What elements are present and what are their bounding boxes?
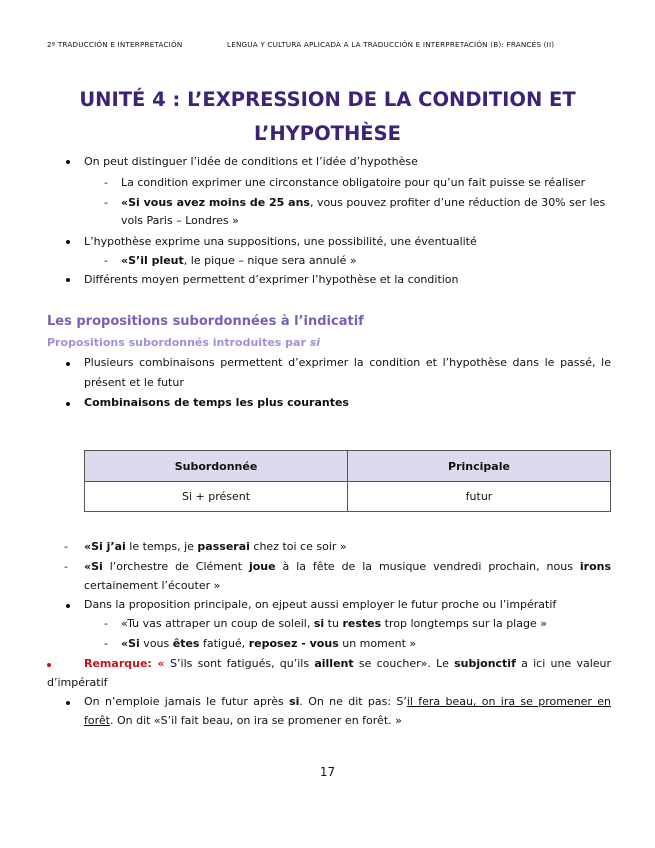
remarque-q1: « bbox=[151, 657, 171, 670]
header-subject: LENGUA Y CULTURA APLICADA A LA TRADUCCIÓN E INTERPRETACIÓN (B): FRANCÉS (II) bbox=[227, 40, 555, 49]
remarque-q3: aillent bbox=[314, 657, 354, 670]
ex2-b: l’orchestre de Clément bbox=[102, 560, 249, 573]
section-bullet-1-line2: présent et le futur bbox=[84, 376, 184, 389]
p2-f: un moment » bbox=[338, 637, 417, 650]
last-f: . On dit «S’il fait beau, on ira se promener en forêt. » bbox=[109, 714, 402, 727]
subheading-text: Propositions subordonnés introduites par bbox=[47, 336, 310, 349]
bullet-icon bbox=[66, 278, 70, 282]
table-row bbox=[85, 482, 611, 512]
running-header bbox=[47, 40, 615, 52]
last-b: si bbox=[289, 695, 300, 708]
p1-e: trop longtemps sur la plage » bbox=[381, 617, 547, 630]
ex2-a: «Si bbox=[84, 560, 103, 573]
ex1-d: chez toi ce soir » bbox=[249, 540, 347, 553]
ex2-c: joue bbox=[248, 560, 276, 573]
p1-c: tu bbox=[324, 617, 343, 630]
example-1 bbox=[84, 540, 347, 553]
p1-d: restes bbox=[342, 617, 382, 630]
intro-bullet-2: L’hypothèse exprime una suppositions, une possibilité, une éventualité bbox=[84, 235, 477, 248]
example-2-cont: certainement l’écouter » bbox=[84, 579, 221, 592]
principal-bullet: Dans la proposition principale, on ejpeut aussi employer le futur proche ou l’impératif bbox=[84, 598, 557, 611]
intro-sub-2-cont: vols Paris – Londres » bbox=[121, 214, 239, 227]
intro-sub-3-bold: «S’il pleut bbox=[121, 254, 184, 267]
tense-table bbox=[84, 450, 611, 512]
page-title-line2: L’HYPOTHÈSE bbox=[254, 122, 401, 145]
remarque-q5: Le bbox=[430, 657, 455, 670]
intro-sub-2-rest: , vous pouvez profiter d’une réduction de 30% ser les bbox=[309, 196, 606, 209]
principal-example-2 bbox=[121, 637, 416, 650]
p1-a: «Tu vas attraper un coup de soleil, bbox=[121, 617, 314, 630]
section-subheading bbox=[47, 336, 320, 349]
last-bullet-line2 bbox=[84, 714, 402, 727]
section-bullet-2: Combinaisons de temps les plus courantes bbox=[84, 396, 349, 409]
p2-a: «Si bbox=[121, 637, 140, 650]
table-cell: futur bbox=[348, 482, 611, 512]
dash-icon: - bbox=[104, 176, 108, 189]
intro-bullet-3: Différents moyen permettent d’exprimer l’hypothèse et la condition bbox=[84, 273, 459, 286]
intro-sub-2 bbox=[121, 196, 605, 209]
red-bullet-icon bbox=[47, 663, 51, 667]
intro-sub-3 bbox=[121, 254, 357, 267]
remarque-q4: se coucher». bbox=[353, 657, 431, 670]
principal-example-1 bbox=[121, 617, 547, 630]
table-cell: Si + présent bbox=[85, 482, 348, 512]
intro-bullet-1: On peut distinguer l’idée de conditions et l’idée d’hypothèse bbox=[84, 155, 418, 168]
bullet-icon bbox=[66, 604, 70, 608]
dash-icon: - bbox=[104, 637, 108, 650]
example-2 bbox=[84, 560, 611, 573]
page-number: 17 bbox=[319, 765, 336, 779]
remarque-q6: subjonctif bbox=[454, 657, 516, 670]
last-a: On n’emploie jamais le futur après bbox=[84, 695, 290, 708]
remarque-q7: a ici une valeur bbox=[515, 657, 612, 670]
p1-b: si bbox=[313, 617, 325, 630]
p2-e: reposez - vous bbox=[248, 637, 339, 650]
dash-icon: - bbox=[104, 617, 108, 630]
section-heading: Les propositions subordonnées à l’indicatif bbox=[47, 314, 364, 329]
p2-c: êtes bbox=[172, 637, 200, 650]
ex1-b: le temps, je bbox=[125, 540, 198, 553]
remarque-line bbox=[84, 657, 611, 670]
subheading-em: si bbox=[309, 336, 321, 349]
remarque-cont: d’impératif bbox=[47, 676, 108, 689]
bullet-icon bbox=[66, 701, 70, 705]
last-d: il fera beau, on ira se promener en bbox=[406, 695, 612, 708]
intro-sub-3-rest: , le pique – nique sera annulé » bbox=[183, 254, 357, 267]
ex2-d: à la fête de la musique vendredi prochain, nous bbox=[275, 560, 580, 573]
dash-icon: - bbox=[104, 254, 108, 267]
intro-sub-2-bold: «Si vous avez moins de 25 ans bbox=[121, 196, 310, 209]
p2-d: fatigué, bbox=[199, 637, 249, 650]
header-course: 2ª TRADUCCIÓN E INTERPRETACIÓN bbox=[47, 40, 183, 49]
dash-icon: - bbox=[64, 560, 68, 573]
ex1-a: «Si j’ai bbox=[84, 540, 126, 553]
dash-icon: - bbox=[104, 196, 108, 209]
last-c: . On ne dit pas: S’ bbox=[299, 695, 407, 708]
table-header-cell: Principale bbox=[348, 451, 611, 482]
last-bullet-line1 bbox=[84, 695, 611, 708]
table-header-cell: Subordonnée bbox=[85, 451, 348, 482]
ex1-c: passerai bbox=[197, 540, 250, 553]
remarque-label: Remarque: bbox=[84, 657, 152, 670]
table-header-row bbox=[85, 451, 611, 482]
last-e: forêt bbox=[84, 714, 110, 727]
bullet-icon bbox=[66, 240, 70, 244]
bullet-icon bbox=[66, 362, 70, 366]
page-title-line1: UNITÉ 4 : L’EXPRESSION DE LA CONDITION ET bbox=[79, 88, 576, 111]
bullet-icon bbox=[66, 402, 70, 406]
p2-b: vous bbox=[139, 637, 173, 650]
ex2-e: irons bbox=[579, 560, 612, 573]
remarque-q2: S’ils sont fatigués, qu’ils bbox=[170, 657, 315, 670]
section-bullet-1-line1: Plusieurs combinaisons permettent d’exprimer la condition et l’hypothèse dans le passé, le bbox=[84, 356, 611, 369]
dash-icon: - bbox=[64, 540, 68, 553]
bullet-icon bbox=[66, 160, 70, 164]
intro-sub-1: La condition exprimer une circonstance obligatoire pour qu’un fait puisse se réaliser bbox=[121, 176, 586, 189]
